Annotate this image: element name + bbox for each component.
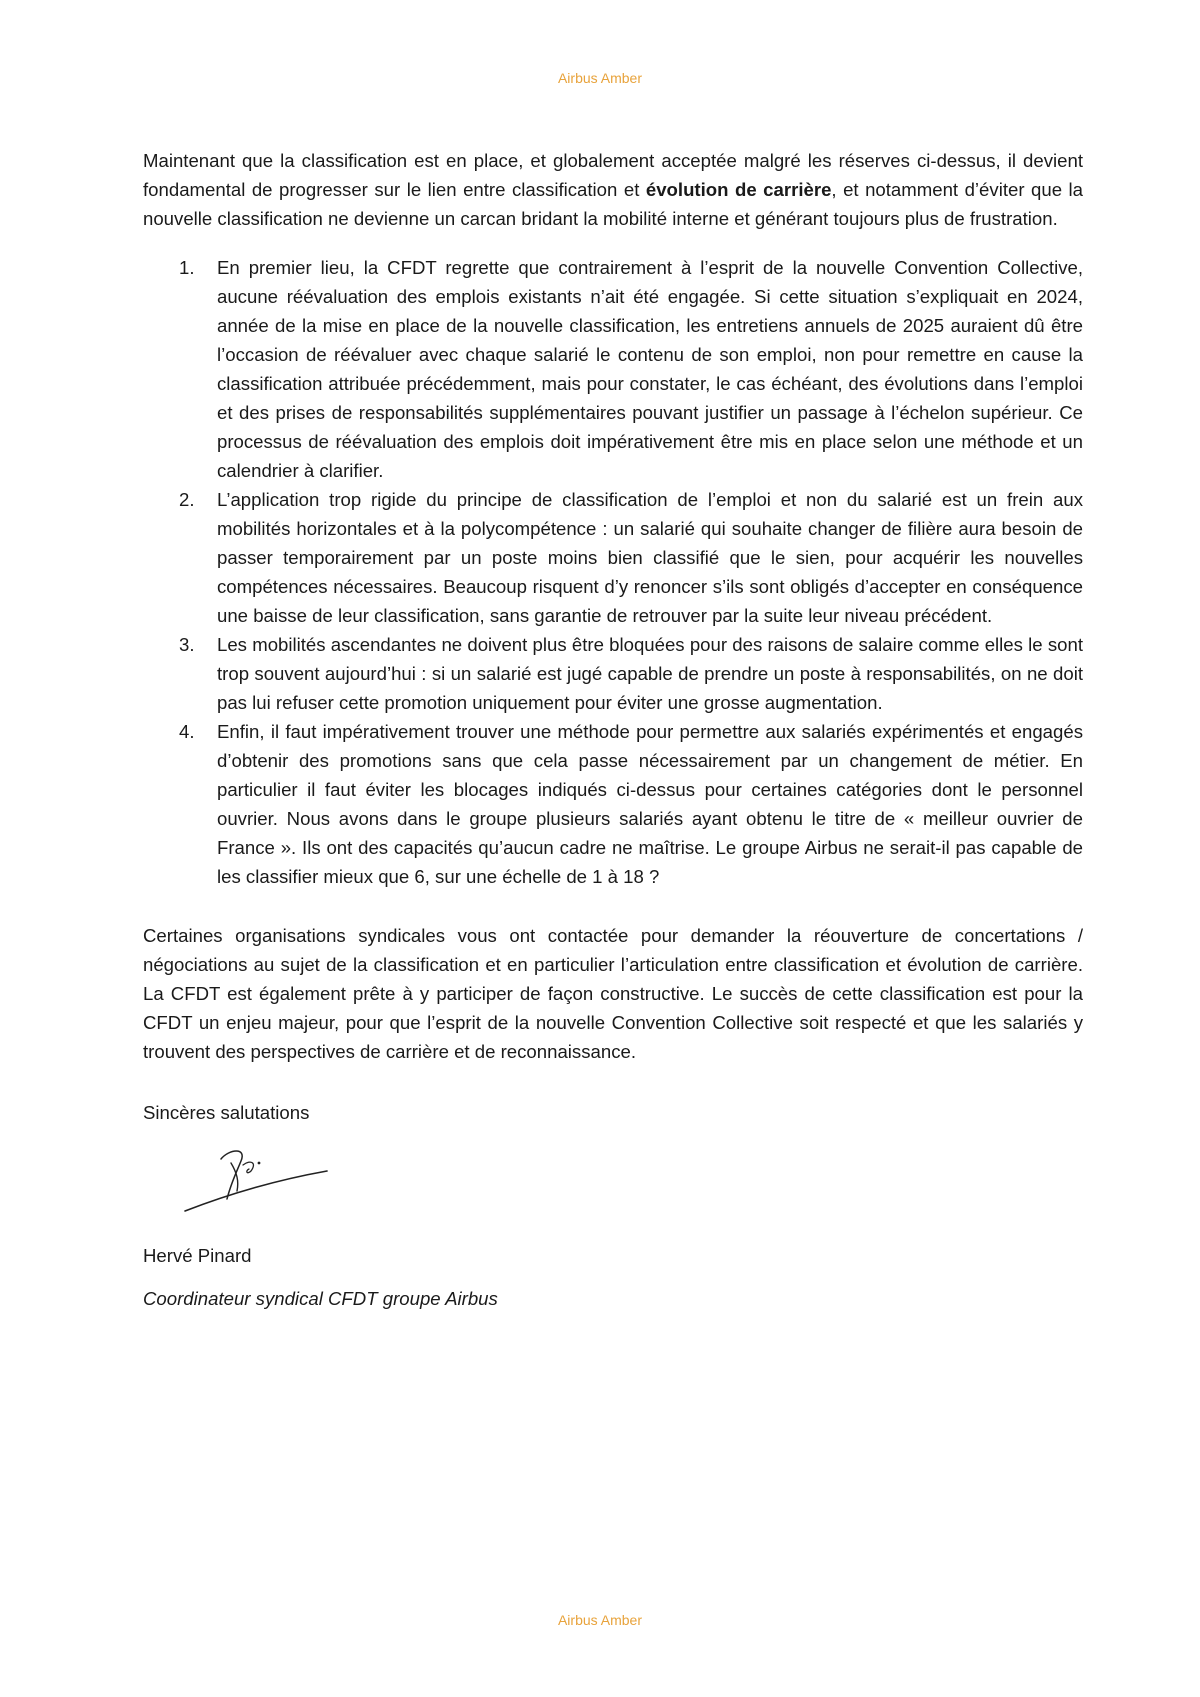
point-text: Enfin, il faut impérativement trouver une méthode pour permettre aux salariés expérimentés et engagés d’obtenir des promotions sans que cela passe nécessairement par un changement de métier. En particulier il faut éviter les blocages indiqués ci-dessus pour certaines catégories dont le personnel ouvrier. Nous avons dans le groupe plusieurs salariés ayant obtenu le titre de « meilleur ouvrier de France ». Ils ont des capacités qu’aucun cadre ne maîtrise. Le groupe Airbus ne serait-il pas capable de les classifier mieux que 6, sur une échelle de 1 à 18 ?: [217, 721, 1083, 887]
signature-image: [181, 1141, 331, 1217]
intro-paragraph: [143, 146, 1083, 233]
intro-bold-text: évolution de carrière: [645, 179, 832, 200]
salutation: Sincères salutations: [143, 1102, 310, 1123]
point-item: [143, 253, 1083, 485]
signer-title: Coordinateur syndical CFDT groupe Airbus: [143, 1288, 498, 1309]
classification-label-bottom: Airbus Amber: [557, 1612, 643, 1628]
point-item: [143, 485, 1083, 630]
signer-name: Hervé Pinard: [143, 1245, 252, 1266]
classification-label-top: Airbus Amber: [557, 70, 643, 86]
intro-text-start: Maintenant que la classification est en place, et globalement acceptée malgré les réserves ci-dessus, il devient fondamental de progresser sur le lien entre classification et: [143, 150, 1083, 200]
point-number: 4.: [179, 721, 195, 742]
point-text: L’application trop rigide du principe de classification de l’emploi et non du salarié est un frein aux mobilités horizontales et à la polycompétence : un salarié qui souhaite changer de filière aura besoin de passer temporairement par un poste moins bien classifié que le sien, pour acquérir les nouvelles compétences nécessaires. Beaucoup risquent d’y renoncer s’ils sont obligés d’accepter en conséquence une baisse de leur classification, sans garantie de retrouver par la suite leur niveau précédent.: [217, 489, 1083, 626]
intro-text-end: , et notamment d’éviter que la nouvelle classification ne devienne un carcan bridant la mobilité interne et générant toujours plus de frustration.: [143, 179, 1083, 229]
numbered-points: [143, 253, 1083, 891]
letter-body: [143, 146, 1083, 1313]
point-number: 1.: [179, 257, 195, 278]
point-item: [143, 630, 1083, 717]
point-number: 3.: [179, 634, 195, 655]
point-text: En premier lieu, la CFDT regrette que contrairement à l’esprit de la nouvelle Convention Collective, aucune réévaluation des emplois existants n’ait été engagée. Si cette situation s’expliquait en 2024, année de la mise en place de la nouvelle classification, les entretiens annuels de 2025 auraient dû être l’occasion de réévaluer avec chaque salarié le contenu de son emploi, non pour remettre en cause la classification attribuée précédemment, mais pour constater, le cas échéant, des évolutions dans l’emploi et des prises de responsabilités supplémentaires pouvant justifier un passage à l’échelon supérieur. Ce processus de réévaluation des emplois doit impérativement être mis en place selon une méthode et un calendrier à clarifier.: [217, 257, 1083, 481]
point-number: 2.: [179, 489, 195, 510]
point-text: Les mobilités ascendantes ne doivent plus être bloquées pour des raisons de salaire comme elles le sont trop souvent aujourd’hui : si un salarié est jugé capable de prendre un poste à responsabilités, on ne doit pas lui refuser cette promotion uniquement pour éviter une grosse augmentation.: [217, 634, 1083, 713]
closing-paragraph: Certaines organisations syndicales vous ont contactée pour demander la réouverture de concertations / négociations au sujet de la classification et en particulier l’articulation entre classification et évolution de carrière. La CFDT est également prête à y participer de façon constructive. Le succès de cette classification est pour la CFDT un enjeu majeur, pour que l’esprit de la nouvelle Convention Collective soit respecté et que les salariés y trouvent des perspectives de carrière et de reconnaissance.: [143, 925, 1083, 1062]
point-item: [143, 717, 1083, 891]
